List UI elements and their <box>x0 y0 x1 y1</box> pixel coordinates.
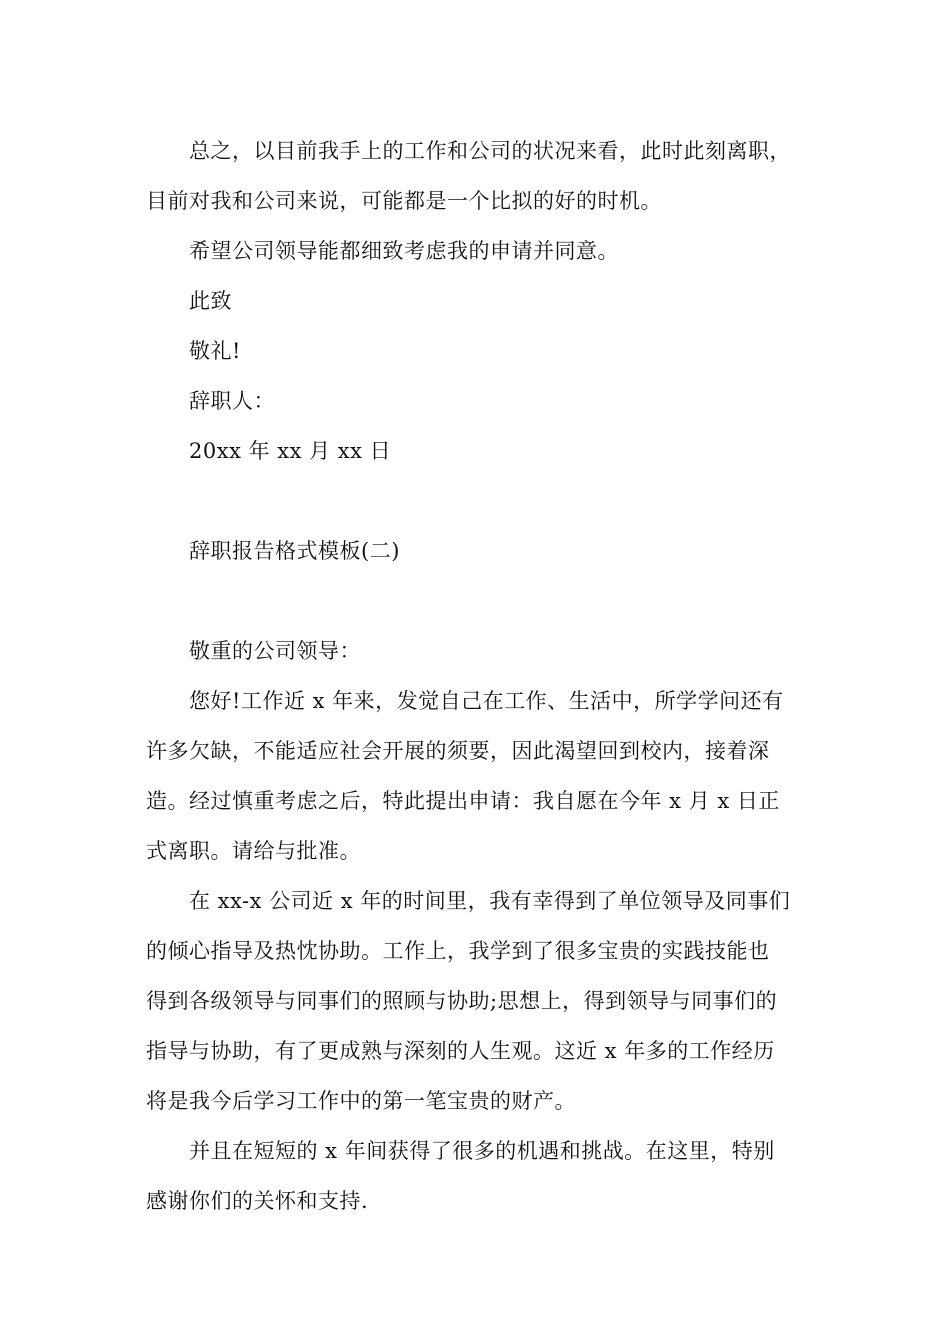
paragraph-line: 指导与协助，有了更成熟与深刻的人生观。这近 x 年多的工作经历 <box>146 1039 775 1063</box>
paragraph-line: 在 xx-x 公司近 x 年的时间里，我有幸得到了单位领导及同事们 <box>189 889 791 913</box>
paragraph-line: 并且在短短的 x 年间获得了很多的机遇和挑战。在这里，特别 <box>189 1139 775 1163</box>
section-title: 辞职报告格式模板(二) <box>189 539 400 563</box>
paragraph-line: 造。经过慎重考虑之后，特此提出申请：我自愿在今年 x 月 x 日正 <box>146 789 780 813</box>
greeting-line: 敬重的公司领导： <box>189 639 361 663</box>
paragraph-line: 得到各级领导与同事们的照顾与协助;思想上，得到领导与同事们的 <box>146 989 778 1013</box>
signature-label: 辞职人： <box>189 389 275 413</box>
salutation-line: 敬礼! <box>189 339 241 363</box>
paragraph-line: 感谢你们的关怀和支持. <box>146 1189 369 1213</box>
paragraph-line: 式离职。请给与批准。 <box>146 839 361 863</box>
paragraph-line: 希望公司领导能都细致考虑我的申请并同意。 <box>189 239 619 263</box>
paragraph-line: 目前对我和公司来说，可能都是一个比拟的好的时机。 <box>146 189 662 213</box>
paragraph-line: 的倾心指导及热忱协助。工作上，我学到了很多宝贵的实践技能也 <box>146 939 770 963</box>
paragraph-line: 总之，以目前我手上的工作和公司的状况来看，此时此刻离职， <box>189 139 791 163</box>
closing-line: 此致 <box>189 289 232 313</box>
paragraph-line: 将是我今后学习工作中的第一笔宝贵的财产。 <box>146 1089 576 1113</box>
paragraph-line: 您好!工作近 x 年来，发觉自己在工作、生活中，所学学问还有 <box>189 689 784 713</box>
paragraph-line: 许多欠缺，不能适应社会开展的须要，因此渴望回到校内，接着深 <box>146 739 770 763</box>
date-line: 20xx 年 xx 月 xx 日 <box>189 439 392 463</box>
